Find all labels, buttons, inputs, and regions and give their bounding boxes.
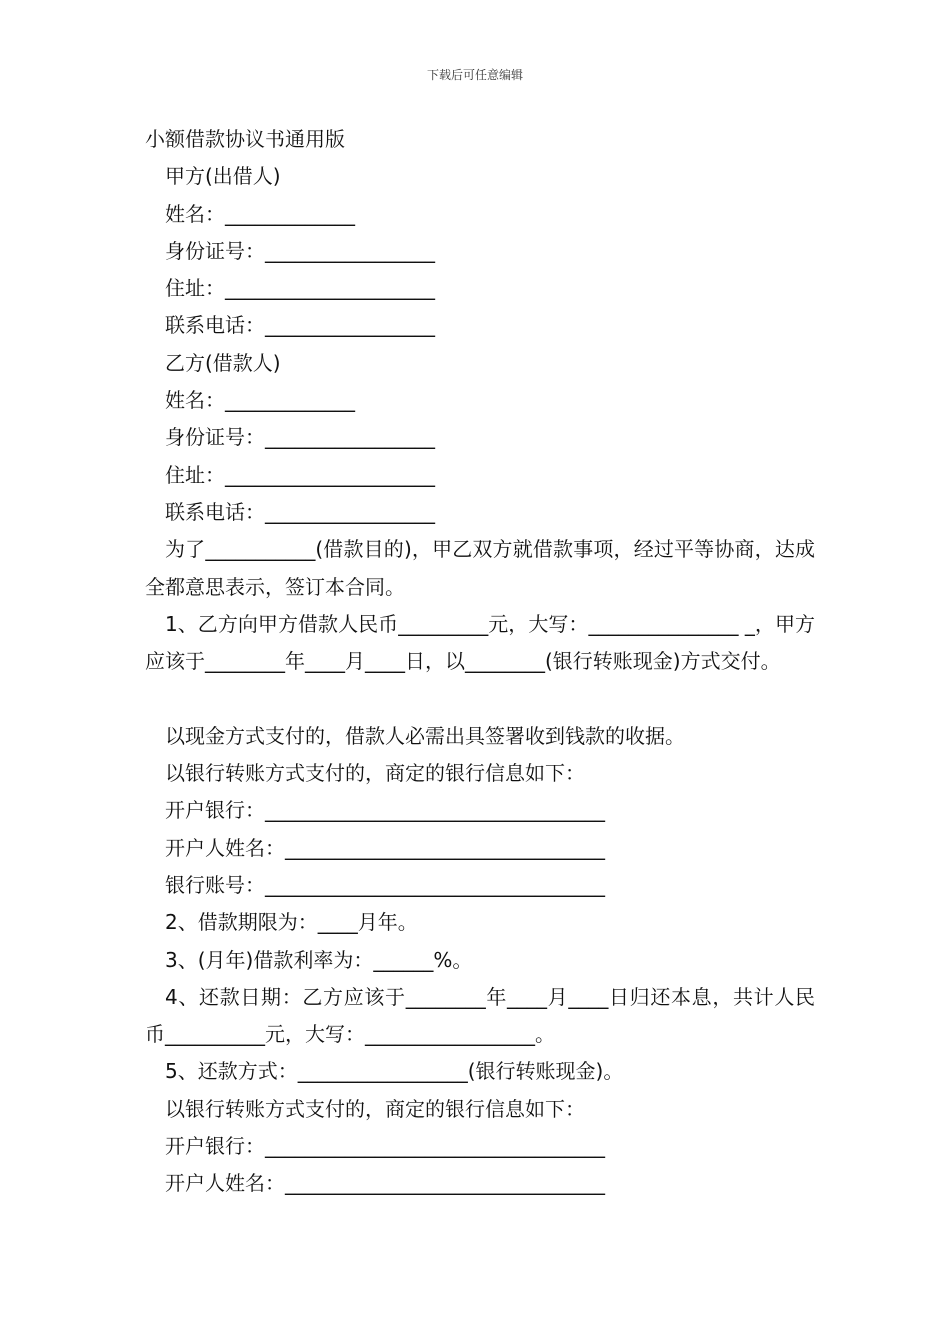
account-number-field: 银行账号：__________________________________ [165,872,605,897]
party-a-id-field: 身份证号：_________________ [165,238,435,263]
party-a-heading: 甲方(出借人) [165,164,281,189]
bank-info-intro: 以银行转账方式支付的，商定的银行信息如下： [165,761,585,786]
clause-3-line: 3、(月年)借款利率为：______%。 [165,947,473,972]
agreement-document [145,121,815,1203]
page-header-note: 下载后可任意编辑 [426,68,523,82]
document-title: 小额借款协议书通用版 [145,127,345,151]
clause-2-line: 2、借款期限为：____月年。 [165,910,418,935]
clause-1-paragraph: 1、乙方向甲方借款人民币_________元，大写：_______________ _，甲方应该于________年____月____日，以________(银行转账现金)方式交付。 [145,611,815,674]
clause-5-line: 5、还款方式：_________________(银行转账现金)。 [165,1059,624,1084]
party-b-heading: 乙方(借款人) [165,350,281,375]
party-b-name-field: 姓名：_____________ [165,388,355,413]
account-holder-field: 开户人姓名：________________________________ [165,835,605,860]
clause-4-paragraph: 4、还款日期：乙方应该于________年____月____日归还本息，共计人民币__________元，大写：_________________。 [145,984,815,1047]
party-b-phone-field: 联系电话：_________________ [165,499,435,524]
account-holder-field-2: 开户人姓名：________________________________ [165,1171,605,1196]
bank-name-field-2: 开户银行：__________________________________ [165,1134,605,1159]
purpose-paragraph: 为了___________(借款目的)，甲乙双方就借款事项，经过平等协商，达成全都意思表示，签订本合同。 [145,537,815,599]
bank-info-intro-2: 以银行转账方式支付的，商定的银行信息如下： [165,1096,585,1121]
cash-receipt-note: 以现金方式支付的，借款人必需出具签署收到钱款的收据。 [165,723,685,748]
party-b-id-field: 身份证号：_________________ [165,425,435,450]
bank-name-field: 开户银行：__________________________________ [165,798,605,823]
party-a-name-field: 姓名：_____________ [165,201,355,226]
party-b-address-field: 住址：_____________________ [165,462,435,487]
party-a-phone-field: 联系电话：_________________ [165,313,435,338]
party-a-address-field: 住址：_____________________ [165,276,435,301]
